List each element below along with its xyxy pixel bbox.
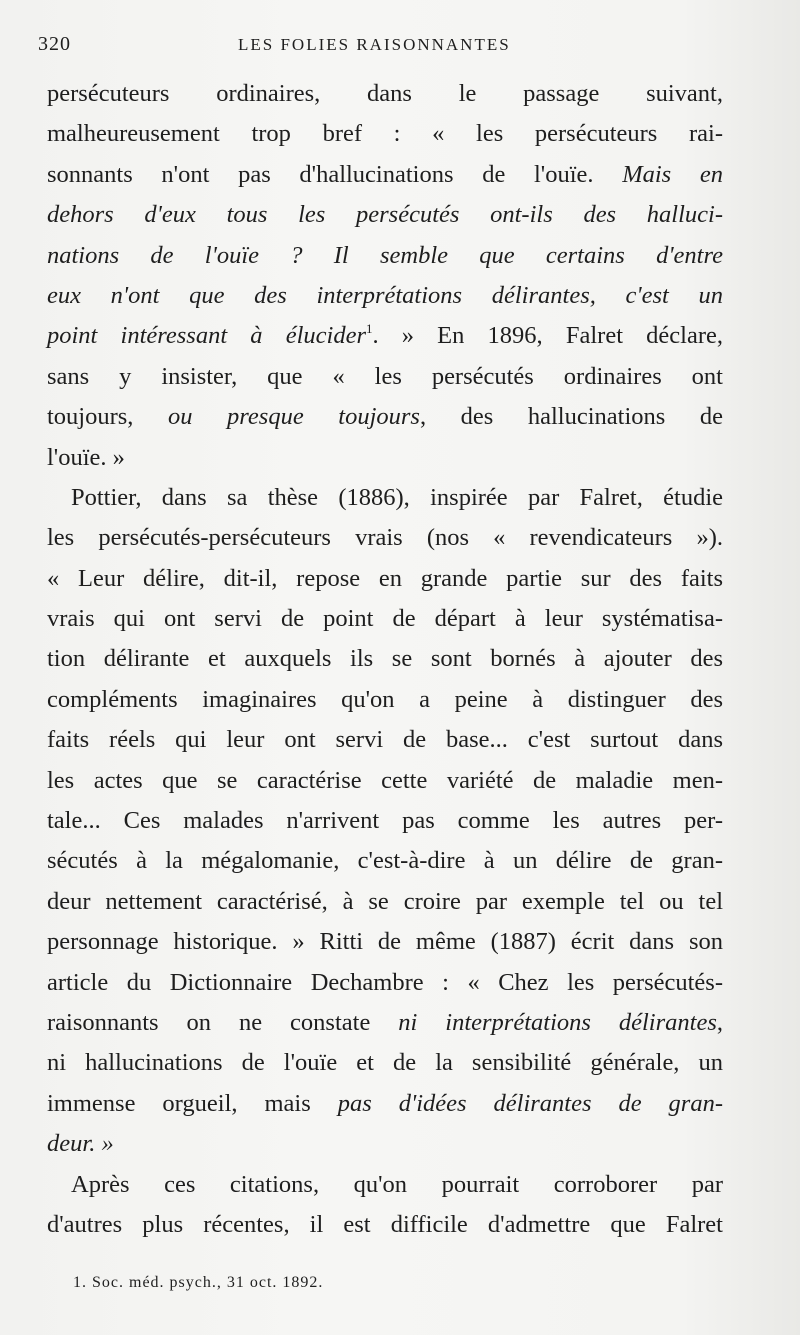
text-line: deur nettement caractérisé, à se croire par exemple tel ou tel bbox=[47, 887, 723, 915]
text-line bbox=[47, 195, 723, 235]
italic-run: ni interprétations délirantes bbox=[398, 1008, 717, 1036]
italic-run: eux n'ont que des interprétations délirantes, c'est un bbox=[47, 281, 723, 309]
italic-run: dehors d'eux tous les persécutés ont-ils des halluci- bbox=[47, 201, 723, 229]
text-line: ni hallucinations de l'ouïe et de la sensibilité générale, un bbox=[47, 1049, 723, 1077]
text-line: les actes que se caractérise cette variété de maladie men- bbox=[47, 766, 723, 794]
text-line: sans y insister, que « les persécutés ordinaires ont bbox=[47, 362, 723, 390]
text-line: personnage historique. » Ritti de même (1887) écrit dans son bbox=[47, 928, 723, 956]
running-title: LES FOLIES RAISONNANTES bbox=[238, 35, 511, 54]
text-line: sécutés à la mégalomanie, c'est-à-dire à un délire de gran- bbox=[47, 847, 723, 875]
text-run: . » En 1896, Falret déclare, bbox=[372, 322, 723, 350]
text-line: faits réels qui leur ont servi de base... c'est surtout dans bbox=[47, 726, 723, 754]
italic-run: point intéressant à élucider bbox=[47, 322, 366, 350]
text-line: persécuteurs ordinaires, dans le passage suivant, bbox=[47, 80, 723, 107]
text-line bbox=[47, 1124, 723, 1164]
text-line bbox=[47, 276, 723, 316]
text-line: Après ces citations, qu'on pourrait corroborer par bbox=[71, 1170, 723, 1198]
italic-run: deur. » bbox=[47, 1130, 114, 1158]
text-line: Pottier, dans sa thèse (1886), inspirée par Falret, étudie bbox=[71, 483, 723, 511]
text-run: raisonnants on ne constate bbox=[47, 1008, 399, 1036]
text-line: l'ouïe. » bbox=[47, 443, 125, 471]
text-line bbox=[47, 1084, 723, 1124]
text-line: compléments imaginaires qu'on a peine à distinguer des bbox=[47, 685, 723, 713]
body-text bbox=[47, 74, 723, 1245]
italic-run: Mais en bbox=[622, 160, 724, 188]
text-line: article du Dictionnaire Dechambre : « Chez les persécutés- bbox=[47, 968, 723, 996]
italic-run: ou presque toujours bbox=[168, 403, 420, 431]
text-line bbox=[47, 316, 723, 356]
page-header bbox=[38, 33, 738, 63]
text-run: toujours, bbox=[47, 403, 168, 431]
footnote-marker: 1 bbox=[365, 321, 373, 337]
footnote: 1. Soc. méd. psych., 31 oct. 1892. bbox=[73, 1274, 324, 1291]
text-line: les persécutés-persécuteurs vrais (nos « revendicateurs »). bbox=[47, 524, 723, 552]
text-line: « Leur délire, dit-il, repose en grande partie sur des faits bbox=[47, 564, 723, 592]
text-line: tale... Ces malades n'arrivent pas comme les autres per- bbox=[47, 807, 723, 835]
page-number: 320 bbox=[38, 33, 71, 55]
text-line: malheureusement trop bref : « les persécuteurs rai- bbox=[47, 120, 723, 148]
text-line: d'autres plus récentes, il est difficile d'admettre que Falret bbox=[47, 1210, 723, 1238]
text-run: sonnants n'ont pas d'hallucinations de l'ouïe. bbox=[47, 160, 623, 188]
text-run: immense orgueil, mais bbox=[47, 1089, 338, 1117]
italic-run: nations de l'ouïe ? Il semble que certains d'entre bbox=[47, 241, 723, 269]
text-line: tion délirante et auxquels ils se sont bornés à ajouter des bbox=[47, 645, 723, 673]
text-line: vrais qui ont servi de point de départ à leur systématisa- bbox=[47, 605, 723, 633]
text-line bbox=[47, 236, 723, 276]
text-line bbox=[47, 397, 723, 437]
text-line bbox=[47, 1003, 723, 1043]
italic-run: pas d'idées délirantes de gran- bbox=[337, 1089, 724, 1117]
text-run: , bbox=[716, 1008, 723, 1036]
text-run: , des hallucinations de bbox=[419, 403, 723, 431]
text-line bbox=[47, 155, 723, 195]
